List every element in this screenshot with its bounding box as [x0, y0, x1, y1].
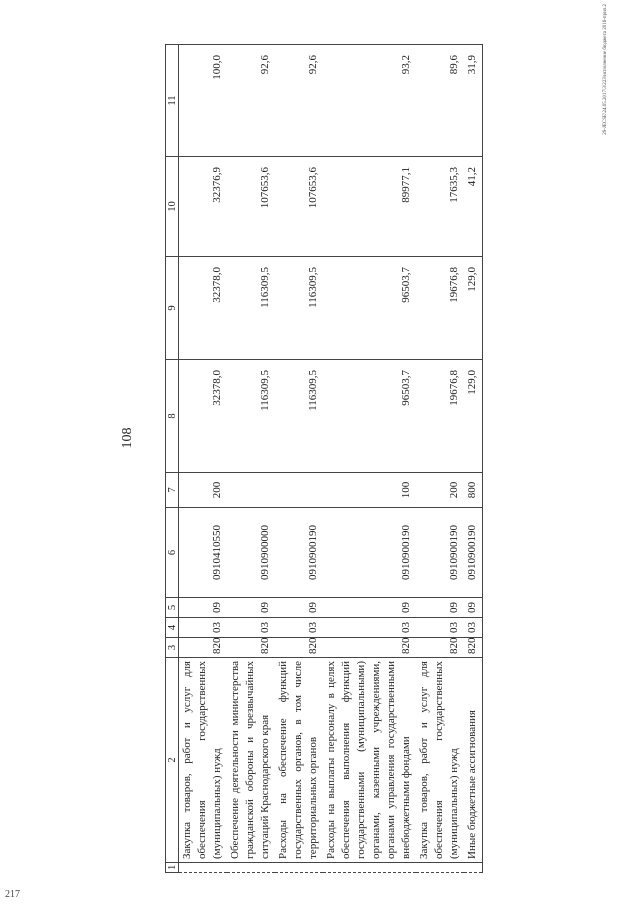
- row-index-cell: [179, 863, 228, 873]
- program-code-cell: 0910900190: [464, 508, 483, 598]
- ministry-code-cell: 820: [416, 638, 464, 658]
- expense-type-cell: 200: [179, 473, 228, 508]
- ministry-code-cell: 820: [179, 638, 228, 658]
- table-row: [464, 45, 483, 873]
- ministry-code-cell: 820: [227, 638, 275, 658]
- executed-amount-cell: 107653,6: [275, 157, 323, 257]
- budget-amount-cell: 116309,5: [227, 257, 275, 360]
- rotated-page: [80, 0, 620, 878]
- column-header: 2: [166, 658, 179, 863]
- percent-executed-cell: 93,2: [323, 45, 416, 157]
- table-row: [179, 45, 228, 873]
- budget-amount-cell: 129,0: [464, 257, 483, 360]
- expense-type-cell: [227, 473, 275, 508]
- subsection-code-cell: 09: [227, 598, 275, 618]
- section-code-cell: 03: [275, 618, 323, 638]
- budget-amount-cell: 116309,5: [275, 257, 323, 360]
- approved-amount-cell: 96503,7: [323, 360, 416, 473]
- percent-executed-cell: 100,0: [179, 45, 228, 157]
- expense-type-cell: [275, 473, 323, 508]
- column-header: 8: [166, 360, 179, 473]
- column-header: 11: [166, 45, 179, 157]
- approved-amount-cell: 116309,5: [227, 360, 275, 473]
- section-code-cell: 03: [179, 618, 228, 638]
- program-code-cell: 0910900000: [227, 508, 275, 598]
- table-row: [416, 45, 464, 873]
- description-cell: Закупка товаров, работ и услуг для обеспечения государственных (муниципальных) нужд: [416, 658, 464, 863]
- row-index-cell: [464, 863, 483, 873]
- description-cell: Закупка товаров, работ и услуг для обеспечения государственных (муниципальных) нужд: [179, 658, 228, 863]
- percent-executed-cell: 92,6: [227, 45, 275, 157]
- program-code-cell: 0910900190: [275, 508, 323, 598]
- section-code-cell: 03: [323, 618, 416, 638]
- approved-amount-cell: 32378,0: [179, 360, 228, 473]
- budget-amount-cell: 32378,0: [179, 257, 228, 360]
- table-row: [323, 45, 416, 873]
- program-code-cell: 0910410550: [179, 508, 228, 598]
- table-row: [275, 45, 323, 873]
- column-header: 6: [166, 508, 179, 598]
- subsection-code-cell: 09: [323, 598, 416, 618]
- section-code-cell: 03: [416, 618, 464, 638]
- program-code-cell: 0910900190: [323, 508, 416, 598]
- approved-amount-cell: 116309,5: [275, 360, 323, 473]
- budget-amount-cell: 19676,8: [416, 257, 464, 360]
- ministry-code-cell: 820: [464, 638, 483, 658]
- executed-amount-cell: 89977,1: [323, 157, 416, 257]
- column-header: 5: [166, 598, 179, 618]
- expense-type-cell: 200: [416, 473, 464, 508]
- table-row: [227, 45, 275, 873]
- row-index-cell: [227, 863, 275, 873]
- percent-executed-cell: 31,9: [464, 45, 483, 157]
- ministry-code-cell: 820: [323, 638, 416, 658]
- percent-executed-cell: 89,6: [416, 45, 464, 157]
- column-header: 10: [166, 157, 179, 257]
- description-cell: Расходы на выплаты персоналу в целях обеспечения выполнения функций государственными (муниципальными) органами, казенными учреждениями, органами управления государственными внебюджетными фондами: [323, 658, 416, 863]
- description-cell: Расходы на обеспечение функций государственных органов, в том числе территориальных органов: [275, 658, 323, 863]
- expense-type-cell: 100: [323, 473, 416, 508]
- section-code-cell: 03: [227, 618, 275, 638]
- budget-table: [165, 44, 483, 873]
- row-index-cell: [275, 863, 323, 873]
- percent-executed-cell: 92,6: [275, 45, 323, 157]
- row-index-cell: [416, 863, 464, 873]
- expense-type-cell: 800: [464, 473, 483, 508]
- subsection-code-cell: 09: [179, 598, 228, 618]
- description-cell: Обеспечение деятельности министерства гражданской обороны и чрезвычайных ситуаций Краснодарского края: [227, 658, 275, 863]
- executed-amount-cell: 107653,6: [227, 157, 275, 257]
- budget-amount-cell: 96503,7: [323, 257, 416, 360]
- row-index-cell: [323, 863, 416, 873]
- executed-amount-cell: 17635,3: [416, 157, 464, 257]
- column-header: 9: [166, 257, 179, 360]
- program-code-cell: 0910900190: [416, 508, 464, 598]
- executed-amount-cell: 32376,9: [179, 157, 228, 257]
- column-header: 1: [166, 863, 179, 873]
- ministry-code-cell: 820: [275, 638, 323, 658]
- footer-note: 29-JECSE\24.05.2017\3\223\исполнение бюджета 2016-прил.2: [603, 4, 608, 135]
- page-number: 108: [120, 427, 135, 449]
- subsection-code-cell: 09: [275, 598, 323, 618]
- column-header: 3: [166, 638, 179, 658]
- table-body: [179, 45, 483, 873]
- header-row: [166, 45, 179, 873]
- subsection-code-cell: 09: [416, 598, 464, 618]
- column-header: 7: [166, 473, 179, 508]
- approved-amount-cell: 129,0: [464, 360, 483, 473]
- column-header: 4: [166, 618, 179, 638]
- sheet-number: 217: [5, 889, 20, 900]
- subsection-code-cell: 09: [464, 598, 483, 618]
- section-code-cell: 03: [464, 618, 483, 638]
- approved-amount-cell: 19676,8: [416, 360, 464, 473]
- executed-amount-cell: 41,2: [464, 157, 483, 257]
- description-cell: Иные бюджетные ассигнования: [464, 658, 483, 863]
